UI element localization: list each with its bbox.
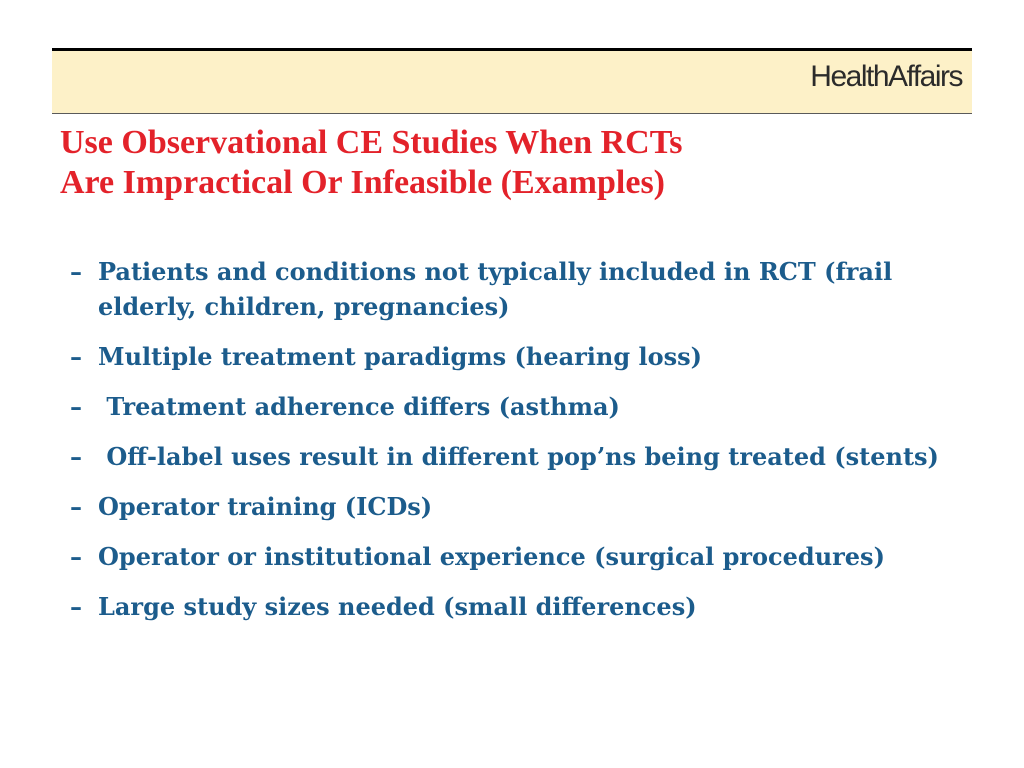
bullet-item xyxy=(70,339,970,374)
slide-title xyxy=(60,123,980,203)
bullet-text: Operator or institutional experience (surgical procedures) xyxy=(98,542,885,571)
bullet-list xyxy=(70,254,970,639)
slide-title-line-1: Use Observational CE Studies When RCTs xyxy=(60,124,683,161)
bullet-item xyxy=(70,589,970,624)
bullet-text: Multiple treatment paradigms (hearing loss) xyxy=(98,342,702,371)
dash-icon: – xyxy=(70,542,82,571)
bullet-text: Off-label uses result in different pop’ns being treated (stents) xyxy=(98,442,939,471)
dash-icon: – xyxy=(70,592,82,621)
bullet-item xyxy=(70,254,970,324)
bullet-text: Treatment adherence differs (asthma) xyxy=(98,392,620,421)
dash-icon: – xyxy=(70,492,82,521)
dash-icon: – xyxy=(70,442,82,471)
dash-icon: – xyxy=(70,257,82,286)
slide-title-line-2: Are Impractical Or Infeasible (Examples) xyxy=(60,164,665,201)
bullet-item xyxy=(70,489,970,524)
bullet-text: Operator training (ICDs) xyxy=(98,492,433,521)
bullet-item xyxy=(70,439,970,474)
dash-icon: – xyxy=(70,342,82,371)
header-band xyxy=(52,48,972,114)
health-affairs-logo: HealthAffairs xyxy=(810,60,962,93)
bullet-text: Patients and conditions not typically included in RCT (frail elderly, children, pregnancies) xyxy=(98,257,901,321)
bullet-text: Large study sizes needed (small differences) xyxy=(98,592,697,621)
bullet-item xyxy=(70,389,970,424)
bullet-item xyxy=(70,539,970,574)
dash-icon: – xyxy=(70,392,82,421)
